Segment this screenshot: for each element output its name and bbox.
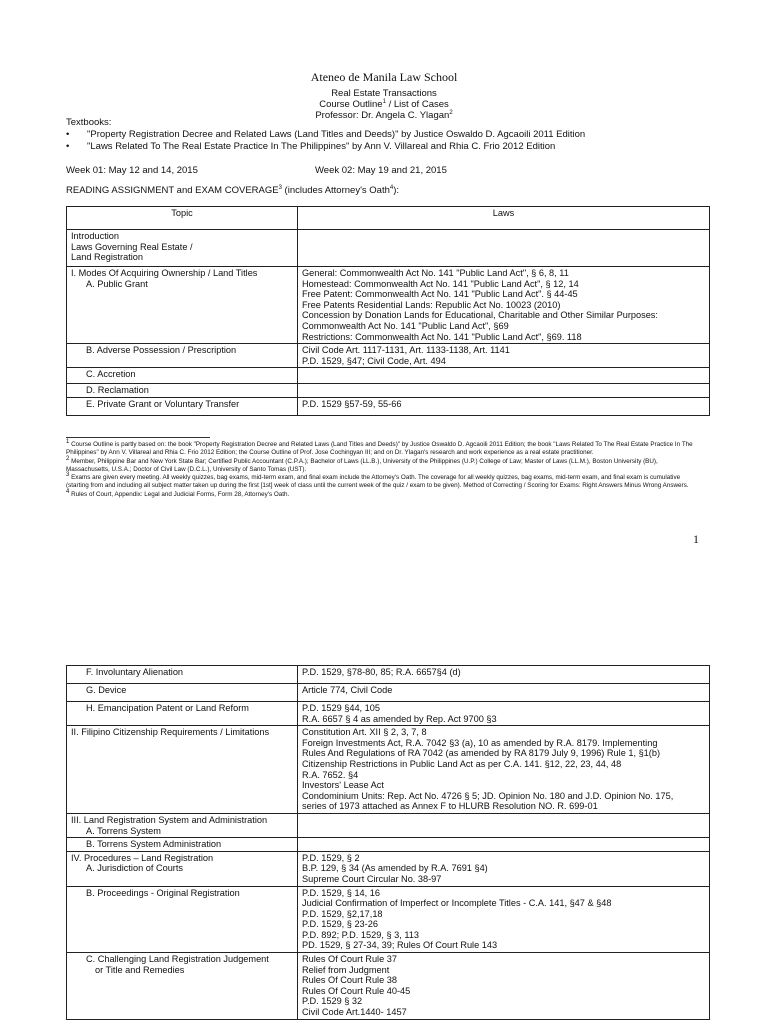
page-gap xyxy=(0,575,768,665)
week-02: Week 02: May 19 and 21, 2015 xyxy=(315,165,447,176)
topic-cell: Introduction Laws Governing Real Estate / Land Registration xyxy=(67,230,298,267)
topic-cell: H. Emancipation Patent or Land Reform xyxy=(67,702,298,726)
laws-cell: P.D. 1529 §57-59, 55-66 xyxy=(298,397,710,415)
laws-cell xyxy=(298,384,710,398)
header-laws: Laws xyxy=(298,207,710,230)
footnotes xyxy=(66,438,702,499)
laws-cell xyxy=(298,813,710,837)
professor-line xyxy=(0,110,768,121)
footnote-3: $^3$ Exams are given every meeting. All weekly quizzes, bag exams, mid-term exam, and final exam include the Attorney's Oath. The coverage for all weekly quizzes, bag exams, mid-term exam, and final exam is cumulative (starting from and including all subject matter taken up during the first [1st] week of class until the current week of the quiz / exam to be given). Method of Correcting / Scoring for Exams: Right Answers Minus Wrong Answers. xyxy=(66,472,689,490)
table-row xyxy=(67,344,710,368)
course-outline-line xyxy=(0,99,768,110)
course-title: Real Estate Transactions xyxy=(331,88,437,99)
table-header-row xyxy=(67,207,710,230)
footnote-2: $^2$ Member, Philippine Bar and New York State Bar; Certified Public Accountant (C.P.A.); Bachelor of Laws (LL.B.), University of the Philippines (U.P.) College of Law; Master of Laws (LL.M.), Boston University (BU), Massachusetts, U.S.A.; Doctor of Civil Law (D.C.L.), University of Santo Tomas (UST). xyxy=(66,455,658,473)
topic-cell: C. Accretion xyxy=(67,368,298,384)
laws-cell: P.D. 1529, § 14, 16 Judicial Confirmation of Imperfect or Incomplete Titles - C.A. 141, §47 & §48 P.D. 1529, §2,17,18 P.D. 1529, § 23-26 P.D. 892; P.D. 1529, § 3, 113 PD. 1529, § 27-34, 39; Rules Of Court Rule 143 xyxy=(298,886,710,953)
footnote-4: $^4$ Rules of Court, Appendix: Legal and Judicial Forms, Form 28, Attorney's Oath. xyxy=(66,488,290,498)
topic-cell: G. Device xyxy=(67,684,298,702)
laws-cell: Article 774, Civil Code xyxy=(298,684,710,702)
table-row xyxy=(67,838,710,852)
laws-cell xyxy=(298,368,710,384)
topic-cell: F. Involuntary Alienation xyxy=(67,666,298,684)
topic-cell: II. Filipino Citizenship Requirements / Limitations xyxy=(67,726,298,814)
week-01: Week 01: May 12 and 14, 2015 xyxy=(66,165,198,176)
header-topic: Topic xyxy=(67,207,298,230)
topic-cell: B. Proceedings - Original Registration xyxy=(67,886,298,953)
table-row xyxy=(67,813,710,837)
table-row xyxy=(67,384,710,398)
topic-cell: E. Private Grant or Voluntary Transfer xyxy=(67,397,298,415)
page-2 xyxy=(0,665,768,1024)
laws-cell: P.D. 1529 §44, 105 R.A. 6657 § 4 as amended by Rep. Act 9700 §3 xyxy=(298,702,710,726)
laws-cell: P.D. 1529, §78-80, 85; R.A. 6657§4 (d) xyxy=(298,666,710,684)
laws-cell xyxy=(298,838,710,852)
reading-assignment-heading: READING ASSIGNMENT and EXAM COVERAGE$^3$ (includes Attorney's Oath$^4$): xyxy=(66,184,400,196)
topic-cell: C. Challenging Land Registration Judgement or Title and Remedies xyxy=(67,953,298,1020)
page-number: 1 xyxy=(693,532,699,546)
topic-cell: B. Adverse Possession / Prescription xyxy=(67,344,298,368)
table-row xyxy=(67,851,710,886)
table-row xyxy=(67,886,710,953)
table-row xyxy=(67,666,710,684)
footnote-ref-2: 2 xyxy=(449,109,453,116)
footnote-divider xyxy=(66,437,210,438)
professor-name: Professor: Dr. Angela C. Ylagan xyxy=(315,110,450,121)
textbook-item: • "Property Registration Decree and Related Laws (Land Titles and Deeds)" by Justice Oswaldo D. Agcaoili 2011 Edition xyxy=(66,129,586,140)
laws-cell: P.D. 1529, § 2 B.P. 129, § 34 (As amended by R.A. 7691 §4) Supreme Court Circular No. 38-97 xyxy=(298,851,710,886)
footnote-1: $^1$ Course Outline is partly based on: the book "Property Registration Decree and Related Laws (Land Titles and Deeds)" by Justice Oswaldo D. Agcaoili 2011 Edition; the book "Laws Related To The Real Estate Practice In The Philippines" by Ann V. Villareal and Rhia C. Frio 2012 Edition; the Course Outline of Prof. Jose Cochingyan III; and on Dr. Ylagan's research and work experience as a real estate practitioner. xyxy=(66,438,693,457)
textbooks-label: Textbooks: xyxy=(66,117,112,128)
topic-cell: D. Reclamation xyxy=(67,384,298,398)
laws-cell xyxy=(298,230,710,267)
school-name: Ateneo de Manila Law School xyxy=(310,70,458,84)
topic-cell: III. Land Registration System and Administration A. Torrens System xyxy=(67,813,298,837)
outline-text: Course Outline xyxy=(319,99,383,110)
laws-cell: Rules Of Court Rule 37 Relief from Judgment Rules Of Court Rule 38 Rules Of Court Rule 40-45 P.D. 1529 § 32 Civil Code Art.1440- 1457 xyxy=(298,953,710,1020)
topic-cell: B. Torrens System Administration xyxy=(67,838,298,852)
laws-cell: General: Commonwealth Act No. 141 "Public Land Act", § 6, 8, 11 Homestead: Commonwealth Act No. 141 "Public Land Act", § 12, 14 Free Patent: Commonwealth Act No. 141 "Public Land Act". § 44-45 Free Patents Residential Lands: Republic Act No. 10023 (2010) Concession by Donation Lands for Educational, Charitable and Other Similar Purposes: Commonwealth Act No. 141 "Public Land Act", §69 Restrictions: Commonwealth Act No. 141 "Public Land Act", §69. 118 xyxy=(298,267,710,344)
table-row xyxy=(67,368,710,384)
table-row xyxy=(67,684,710,702)
footnote-ref-1: 1 xyxy=(382,98,386,105)
coverage-table-1 xyxy=(66,206,710,416)
footnote-ref-3: 3 xyxy=(278,184,282,191)
table-row xyxy=(67,267,710,344)
table-row xyxy=(67,230,710,267)
outline-suffix: / List of Cases xyxy=(385,99,449,110)
laws-cell: Constitution Art. XII § 2, 3, 7, 8 Foreign Investments Act, R.A. 7042 §3 (a), 10 as amended by R.A. 8179. Implementing Rules And Regulations of RA 7042 (as amended by RA 8179 July 9, 1996) Rule 1, §1(b) Citizenship Restrictions in Public Land Act as per C.A. 141. §12, 22, 23, 44, 48 R.A. 7652. §4 Investors' Lease Act Condominium Units: Rep. Act No. 4726 § 5; JD. Opinion No. 180 and J.D. Opinion No. 175, series of 1973 attached as Annex F to HLURB Resolution NO. R. 699-01 xyxy=(298,726,710,814)
footnote-ref-4: 4 xyxy=(389,184,394,191)
textbook-item: • "Laws Related To The Real Estate Practice In The Philippines" by Ann V. Villareal and Rhia C. Frio 2012 Edition xyxy=(66,141,556,152)
coverage-table-2 xyxy=(66,665,710,1020)
laws-cell: Civil Code Art. 1117-1131, Art. 1133-1138, Art. 1141 P.D. 1529, §47; Civil Code, Art. 494 xyxy=(298,344,710,368)
table-row xyxy=(67,953,710,1020)
table-row xyxy=(67,702,710,726)
topic-cell: I. Modes Of Acquiring Ownership / Land Titles A. Public Grant xyxy=(67,267,298,344)
table-row xyxy=(67,397,710,415)
topic-cell: IV. Procedures – Land Registration A. Jurisdiction of Courts xyxy=(67,851,298,886)
table-row xyxy=(67,726,710,814)
